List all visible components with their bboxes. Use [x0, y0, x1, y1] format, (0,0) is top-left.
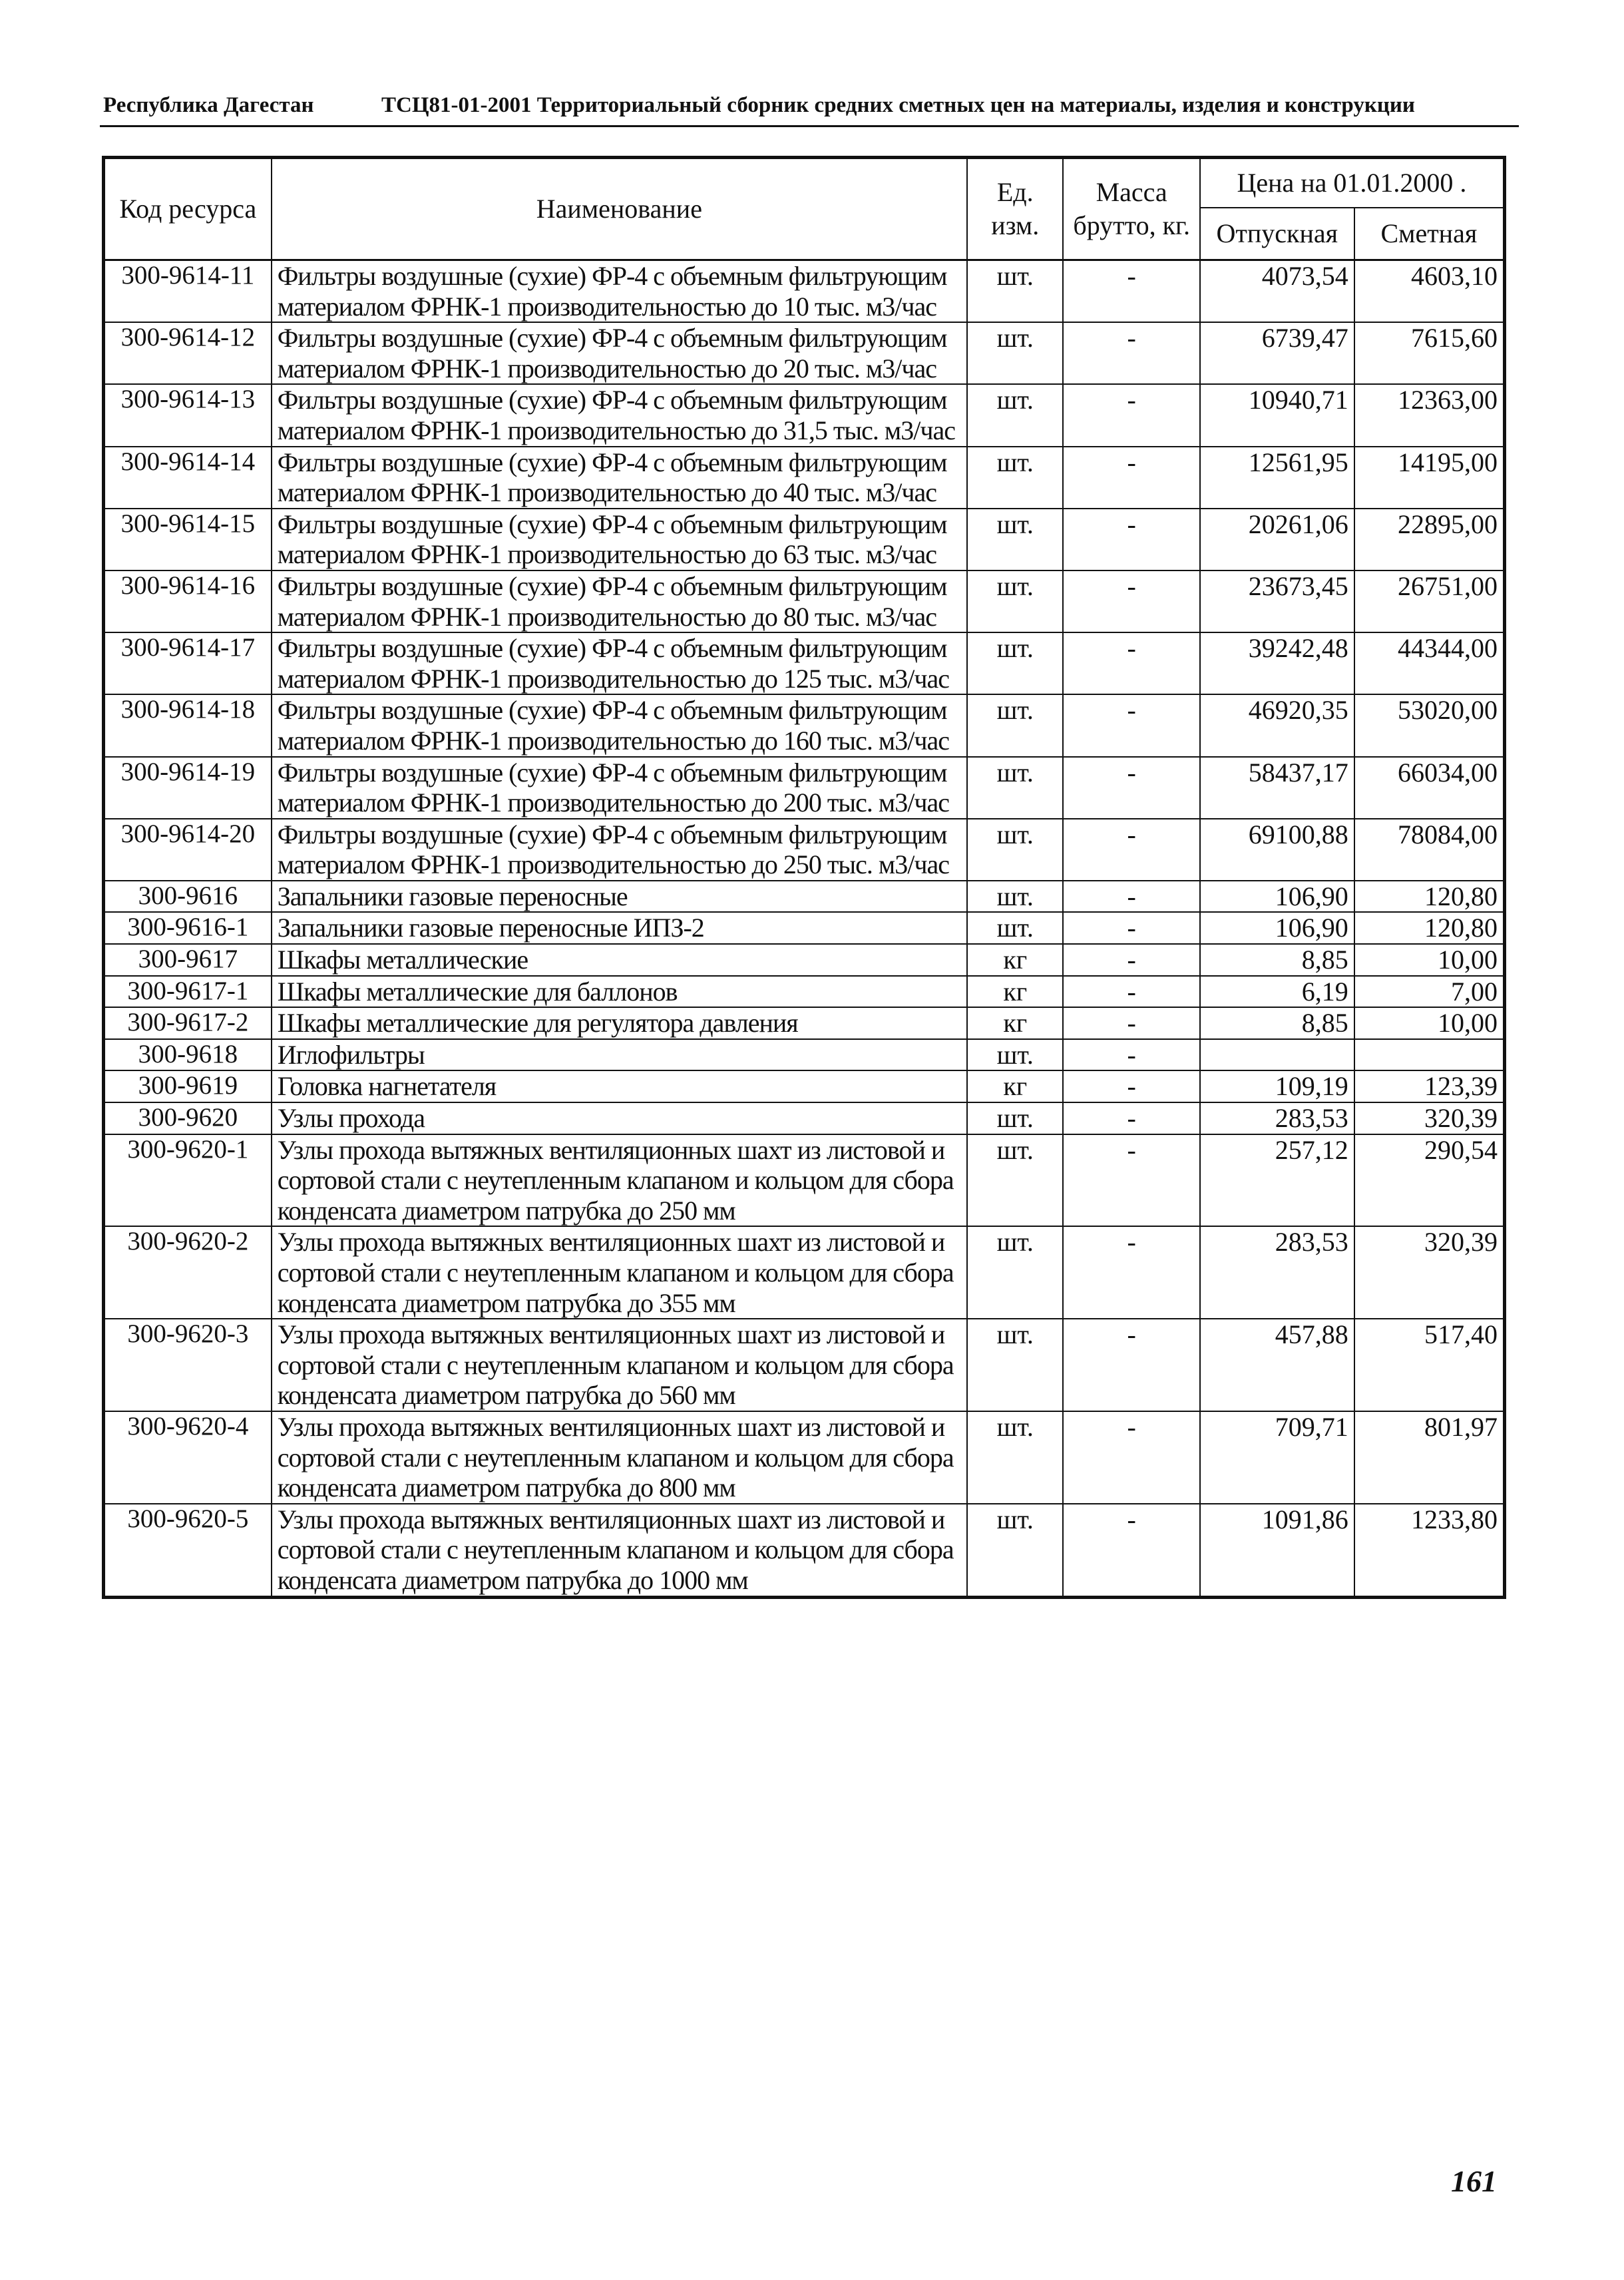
release-price: 23673,45 — [1200, 570, 1354, 632]
resource-code: 300-9617 — [104, 944, 272, 976]
release-price: 8,85 — [1200, 1007, 1354, 1039]
resource-name: Запальники газовые переносные ИПЗ-2 — [272, 912, 967, 944]
col-header-mass: Масса брутто, кг. — [1063, 158, 1199, 260]
resource-name: Иглофильтры — [272, 1039, 967, 1071]
table-row — [104, 944, 1505, 976]
release-price: 106,90 — [1200, 881, 1354, 913]
price-table — [102, 156, 1506, 1599]
estimate-price: 120,80 — [1354, 912, 1505, 944]
resource-name: Головка нагнетателя — [272, 1070, 967, 1102]
gross-mass: - — [1063, 1504, 1199, 1597]
unit-of-measure: шт. — [967, 694, 1063, 756]
table-row — [104, 1070, 1505, 1102]
gross-mass: - — [1063, 1319, 1199, 1411]
resource-code: 300-9614-17 — [104, 632, 272, 694]
estimate-price: 26751,00 — [1354, 570, 1505, 632]
unit-of-measure: шт. — [967, 1411, 1063, 1504]
gross-mass: - — [1063, 384, 1199, 446]
resource-name: Фильтры воздушные (сухие) ФР-4 с объемным фильтрующим материалом ФРНК-1 производительностью до 10 тыс. м3/час — [272, 260, 967, 323]
table-row — [104, 632, 1505, 694]
estimate-price: 320,39 — [1354, 1102, 1505, 1134]
gross-mass: - — [1063, 322, 1199, 384]
resource-code: 300-9614-19 — [104, 757, 272, 819]
gross-mass: - — [1063, 1134, 1199, 1227]
estimate-price: 801,97 — [1354, 1411, 1505, 1504]
resource-name: Фильтры воздушные (сухие) ФР-4 с объемным фильтрующим материалом ФРНК-1 производительностью до 80 тыс. м3/час — [272, 570, 967, 632]
unit-of-measure: шт. — [967, 509, 1063, 570]
resource-code: 300-9620-2 — [104, 1226, 272, 1319]
release-price — [1200, 1039, 1354, 1071]
resource-name: Фильтры воздушные (сухие) ФР-4 с объемным фильтрующим материалом ФРНК-1 производительностью до 31,5 тыс. м3/час — [272, 384, 967, 446]
resource-code: 300-9620-3 — [104, 1319, 272, 1411]
release-price: 58437,17 — [1200, 757, 1354, 819]
gross-mass: - — [1063, 1070, 1199, 1102]
table-row — [104, 912, 1505, 944]
gross-mass: - — [1063, 260, 1199, 323]
collection-title: ТСЦ81-01-2001 Территориальный сборник средних сметных цен на материалы, изделия и конструкции — [381, 93, 1415, 117]
page-header — [103, 85, 1514, 125]
estimate-price: 1233,80 — [1354, 1504, 1505, 1597]
gross-mass: - — [1063, 881, 1199, 913]
resource-code: 300-9614-11 — [104, 260, 272, 323]
estimate-price: 14195,00 — [1354, 447, 1505, 509]
col-header-name: Наименование — [272, 158, 967, 260]
gross-mass: - — [1063, 976, 1199, 1008]
table-header — [104, 158, 1505, 260]
release-price: 257,12 — [1200, 1134, 1354, 1227]
table-row — [104, 509, 1505, 570]
gross-mass: - — [1063, 944, 1199, 976]
gross-mass: - — [1063, 570, 1199, 632]
table-row — [104, 881, 1505, 913]
unit-of-measure: шт. — [967, 757, 1063, 819]
estimate-price: 4603,10 — [1354, 260, 1505, 323]
table-row — [104, 1411, 1505, 1504]
release-price: 4073,54 — [1200, 260, 1354, 323]
unit-of-measure: шт. — [967, 260, 1063, 323]
release-price: 12561,95 — [1200, 447, 1354, 509]
release-price: 10940,71 — [1200, 384, 1354, 446]
table-row — [104, 260, 1505, 323]
gross-mass: - — [1063, 1411, 1199, 1504]
resource-name: Фильтры воздушные (сухие) ФР-4 с объемным фильтрующим материалом ФРНК-1 производительностью до 125 тыс. м3/час — [272, 632, 967, 694]
col-header-unit: Ед. изм. — [967, 158, 1063, 260]
table-row — [104, 819, 1505, 881]
estimate-price: 10,00 — [1354, 1007, 1505, 1039]
resource-code: 300-9616-1 — [104, 912, 272, 944]
unit-of-measure: шт. — [967, 570, 1063, 632]
release-price: 6,19 — [1200, 976, 1354, 1008]
gross-mass: - — [1063, 1007, 1199, 1039]
release-price: 8,85 — [1200, 944, 1354, 976]
estimate-price: 290,54 — [1354, 1134, 1505, 1227]
table-row — [104, 694, 1505, 756]
unit-of-measure: шт. — [967, 819, 1063, 881]
resource-code: 300-9614-14 — [104, 447, 272, 509]
release-price: 457,88 — [1200, 1319, 1354, 1411]
table-row — [104, 1102, 1505, 1134]
unit-of-measure: шт. — [967, 912, 1063, 944]
resource-name: Фильтры воздушные (сухие) ФР-4 с объемным фильтрующим материалом ФРНК-1 производительностью до 40 тыс. м3/час — [272, 447, 967, 509]
gross-mass: - — [1063, 819, 1199, 881]
release-price: 1091,86 — [1200, 1504, 1354, 1597]
release-price: 283,53 — [1200, 1226, 1354, 1319]
resource-name: Шкафы металлические — [272, 944, 967, 976]
gross-mass: - — [1063, 757, 1199, 819]
resource-code: 300-9616 — [104, 881, 272, 913]
release-price: 69100,88 — [1200, 819, 1354, 881]
gross-mass: - — [1063, 509, 1199, 570]
gross-mass: - — [1063, 694, 1199, 756]
estimate-price: 66034,00 — [1354, 757, 1505, 819]
page-number: 161 — [1451, 2164, 1497, 2198]
resource-code: 300-9614-13 — [104, 384, 272, 446]
table-body — [104, 260, 1505, 1598]
estimate-price: 7615,60 — [1354, 322, 1505, 384]
release-price: 106,90 — [1200, 912, 1354, 944]
unit-of-measure: шт. — [967, 1226, 1063, 1319]
unit-of-measure: шт. — [967, 881, 1063, 913]
col-header-release-price: Отпускная — [1200, 208, 1354, 260]
unit-of-measure: шт. — [967, 447, 1063, 509]
release-price: 109,19 — [1200, 1070, 1354, 1102]
release-price: 709,71 — [1200, 1411, 1354, 1504]
resource-name: Узлы прохода вытяжных вентиляционных шахт из листовой и сортовой стали с неутепленным клапаном и кольцом для сбора конденсата диаметром патрубка до 800 мм — [272, 1411, 967, 1504]
unit-of-measure: шт. — [967, 1504, 1063, 1597]
unit-of-measure: кг — [967, 944, 1063, 976]
table-row — [104, 447, 1505, 509]
resource-code: 300-9614-20 — [104, 819, 272, 881]
estimate-price: 320,39 — [1354, 1226, 1505, 1319]
estimate-price — [1354, 1039, 1505, 1071]
estimate-price: 12363,00 — [1354, 384, 1505, 446]
unit-of-measure: шт. — [967, 1039, 1063, 1071]
table-row — [104, 1039, 1505, 1071]
estimate-price: 22895,00 — [1354, 509, 1505, 570]
header-divider — [100, 125, 1519, 127]
resource-code: 300-9617-1 — [104, 976, 272, 1008]
table-row — [104, 1319, 1505, 1411]
col-header-estimate-price: Сметная — [1354, 208, 1505, 260]
unit-of-measure: шт. — [967, 1102, 1063, 1134]
estimate-price: 78084,00 — [1354, 819, 1505, 881]
unit-of-measure: кг — [967, 1070, 1063, 1102]
resource-name: Фильтры воздушные (сухие) ФР-4 с объемным фильтрующим материалом ФРНК-1 производительностью до 200 тыс. м3/час — [272, 757, 967, 819]
gross-mass: - — [1063, 447, 1199, 509]
table-row — [104, 384, 1505, 446]
resource-name: Фильтры воздушные (сухие) ФР-4 с объемным фильтрующим материалом ФРНК-1 производительностью до 250 тыс. м3/час — [272, 819, 967, 881]
gross-mass: - — [1063, 1039, 1199, 1071]
unit-of-measure: кг — [967, 1007, 1063, 1039]
resource-name: Узлы прохода — [272, 1102, 967, 1134]
resource-name: Фильтры воздушные (сухие) ФР-4 с объемным фильтрующим материалом ФРНК-1 производительностью до 160 тыс. м3/час — [272, 694, 967, 756]
resource-code: 300-9620-4 — [104, 1411, 272, 1504]
unit-of-measure: шт. — [967, 1319, 1063, 1411]
resource-name: Фильтры воздушные (сухие) ФР-4 с объемным фильтрующим материалом ФРНК-1 производительностью до 20 тыс. м3/час — [272, 322, 967, 384]
col-header-code: Код ресурса — [104, 158, 272, 260]
col-header-price-group: Цена на 01.01.2000 . — [1200, 158, 1505, 208]
unit-of-measure: шт. — [967, 632, 1063, 694]
gross-mass: - — [1063, 1102, 1199, 1134]
estimate-price: 10,00 — [1354, 944, 1505, 976]
estimate-price: 7,00 — [1354, 976, 1505, 1008]
resource-code: 300-9614-18 — [104, 694, 272, 756]
table-row — [104, 322, 1505, 384]
unit-of-measure: шт. — [967, 322, 1063, 384]
gross-mass: - — [1063, 912, 1199, 944]
estimate-price: 120,80 — [1354, 881, 1505, 913]
resource-code: 300-9620 — [104, 1102, 272, 1134]
resource-code: 300-9614-15 — [104, 509, 272, 570]
table-row — [104, 1226, 1505, 1319]
release-price: 46920,35 — [1200, 694, 1354, 756]
resource-name: Фильтры воздушные (сухие) ФР-4 с объемным фильтрующим материалом ФРНК-1 производительностью до 63 тыс. м3/час — [272, 509, 967, 570]
release-price: 283,53 — [1200, 1102, 1354, 1134]
table-row — [104, 1504, 1505, 1597]
resource-name: Узлы прохода вытяжных вентиляционных шахт из листовой и сортовой стали с неутепленным клапаном и кольцом для сбора конденсата диаметром патрубка до 355 мм — [272, 1226, 967, 1319]
resource-code: 300-9619 — [104, 1070, 272, 1102]
unit-of-measure: шт. — [967, 384, 1063, 446]
estimate-price: 53020,00 — [1354, 694, 1505, 756]
resource-name: Запальники газовые переносные — [272, 881, 967, 913]
estimate-price: 517,40 — [1354, 1319, 1505, 1411]
estimate-price: 44344,00 — [1354, 632, 1505, 694]
estimate-price: 123,39 — [1354, 1070, 1505, 1102]
table-row — [104, 1134, 1505, 1227]
table-row — [104, 570, 1505, 632]
resource-code: 300-9618 — [104, 1039, 272, 1071]
resource-name: Узлы прохода вытяжных вентиляционных шахт из листовой и сортовой стали с неутепленным клапаном и кольцом для сбора конденсата диаметром патрубка до 1000 мм — [272, 1504, 967, 1597]
table-row — [104, 976, 1505, 1008]
release-price: 39242,48 — [1200, 632, 1354, 694]
resource-name: Шкафы металлические для баллонов — [272, 976, 967, 1008]
table-row — [104, 757, 1505, 819]
release-price: 20261,06 — [1200, 509, 1354, 570]
unit-of-measure: кг — [967, 976, 1063, 1008]
resource-code: 300-9620-1 — [104, 1134, 272, 1227]
unit-of-measure: шт. — [967, 1134, 1063, 1227]
resource-code: 300-9614-16 — [104, 570, 272, 632]
resource-code: 300-9617-2 — [104, 1007, 272, 1039]
resource-name: Узлы прохода вытяжных вентиляционных шахт из листовой и сортовой стали с неутепленным клапаном и кольцом для сбора конденсата диаметром патрубка до 560 мм — [272, 1319, 967, 1411]
resource-name: Узлы прохода вытяжных вентиляционных шахт из листовой и сортовой стали с неутепленным клапаном и кольцом для сбора конденсата диаметром патрубка до 250 мм — [272, 1134, 967, 1227]
gross-mass: - — [1063, 632, 1199, 694]
release-price: 6739,47 — [1200, 322, 1354, 384]
gross-mass: - — [1063, 1226, 1199, 1319]
resource-code: 300-9614-12 — [104, 322, 272, 384]
resource-name: Шкафы металлические для регулятора давления — [272, 1007, 967, 1039]
region-name: Республика Дагестан — [103, 93, 314, 117]
table-row — [104, 1007, 1505, 1039]
resource-code: 300-9620-5 — [104, 1504, 272, 1597]
